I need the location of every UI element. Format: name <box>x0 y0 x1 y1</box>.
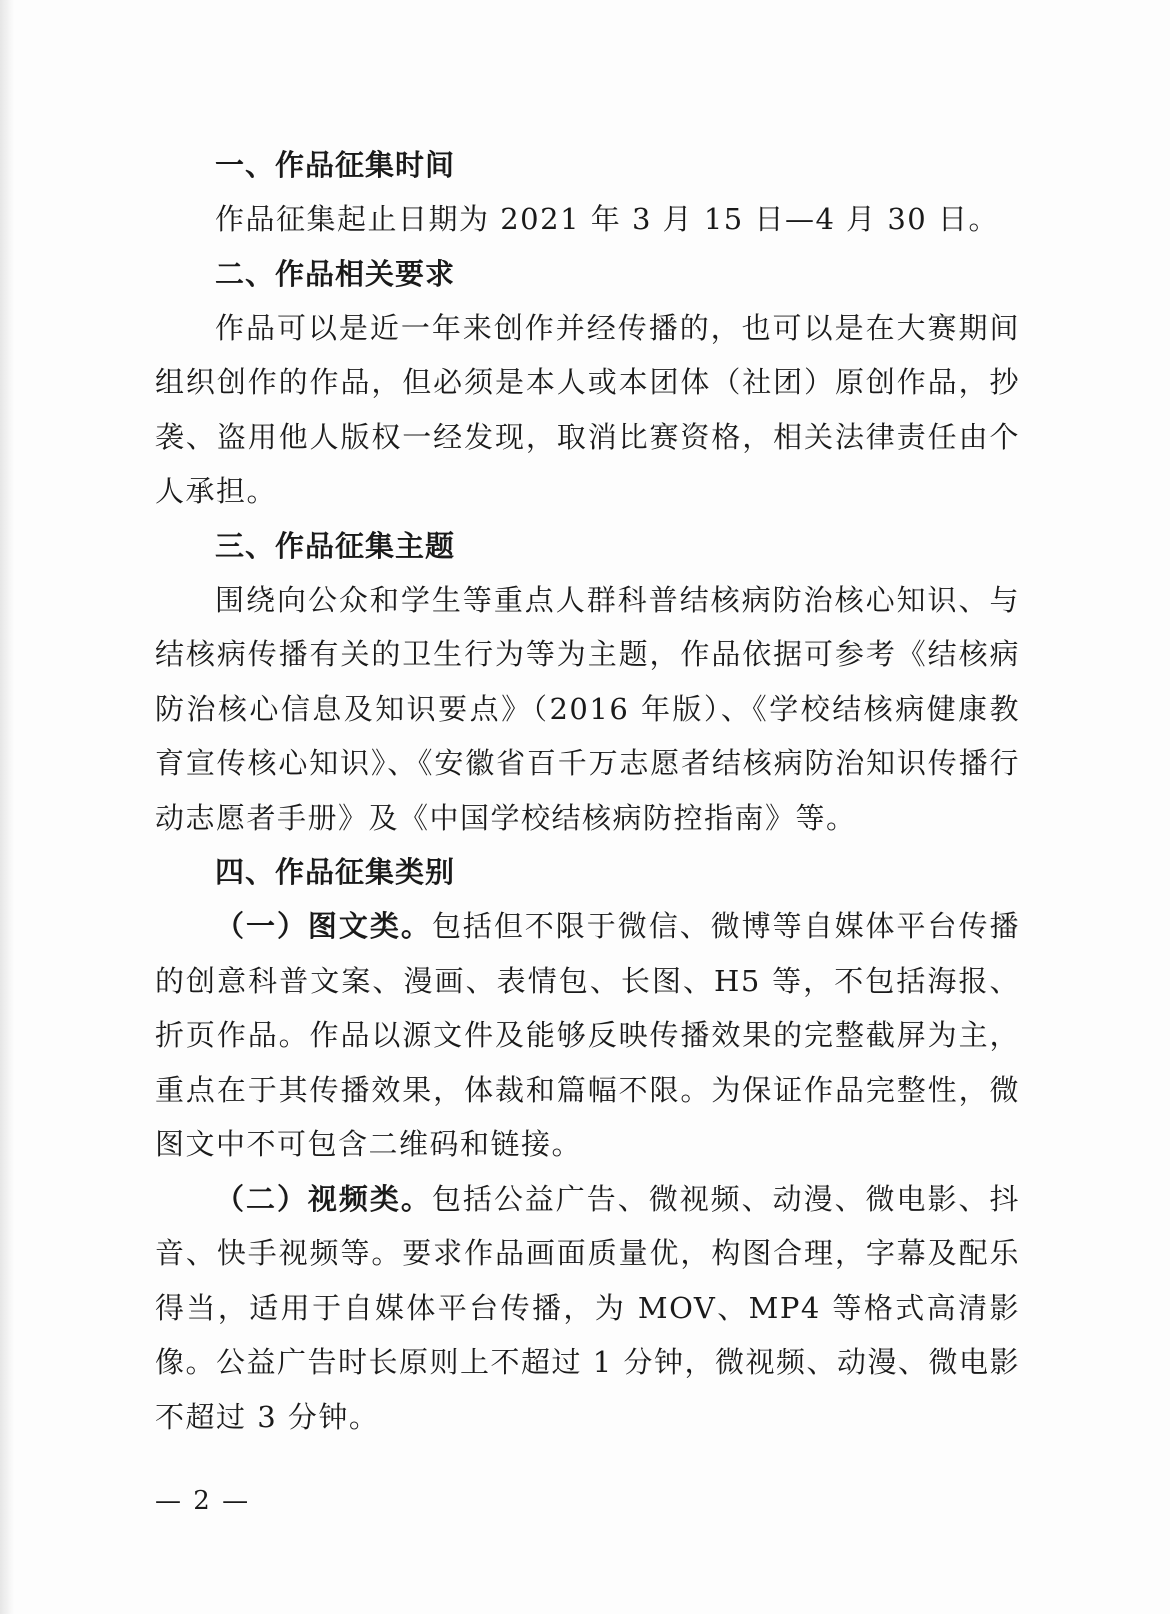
scan-edge-shadow <box>0 0 14 1614</box>
paragraph-video-category <box>155 1172 1020 1445</box>
section-heading-categories: 四、作品征集类别 <box>215 855 456 889</box>
section-heading-requirements: 二、作品相关要求 <box>215 256 456 291</box>
paragraph-theme: 围绕向公众和学生等重点人群科普结核病防治核心知识、与结核病传播有关的卫生行为等为主题，作品依据可参考《结核病防治核心信息及知识要点》（2016 年版）、《学校结核病健康教育宣传核心知识》、《安徽省百千万志愿者结核病防治知识传播行动志愿者手册》及《中国学校结核病防控指南》等。 <box>155 582 1020 835</box>
subheading-video: （二）视频类。 <box>215 1181 432 1216</box>
section-heading-collection-time: 一、作品征集时间 <box>215 148 456 182</box>
paragraph-graphic-text-category <box>155 899 1020 1172</box>
document-body <box>155 138 1020 1444</box>
paragraph-collection-time: 作品征集起止日期为 2021 年 3 月 15 日—4 月 30 日。 <box>215 202 999 236</box>
video-description: 包括公益广告、微视频、动漫、微电影、抖音、快手视频等。要求作品画面质量优，构图合理，字幕及配乐得当，适用于自媒体平台传播，为 MOV、MP4 等格式高清影像。公益广告时长原则上不超过 1 分钟，微视频、动漫、微电影不超过 3 分钟。 <box>155 1181 1020 1434</box>
page-number: — 2 — <box>155 1486 251 1516</box>
graphic-text-description: 包括但不限于微信、微博等自媒体平台传播的创意科普文案、漫画、表情包、长图、H5 等，不包括海报、折页作品。作品以源文件及能够反映传播效果的完整截屏为主，重点在于其传播效果，体裁和篇幅不限。为保证作品完整性，微图文中不可包含二维码和链接。 <box>155 909 1020 1161</box>
paragraph-requirements: 作品可以是近一年来创作并经传播的，也可以是在大赛期间组织创作的作品，但必须是本人或本团体（社团）原创作品，抄袭、盗用他人版权一经发现，取消比赛资格，相关法律责任由个人承担。 <box>155 310 1020 508</box>
subheading-graphic-text: （一）图文类。 <box>215 909 432 943</box>
section-heading-theme: 三、作品征集主题 <box>215 528 456 563</box>
